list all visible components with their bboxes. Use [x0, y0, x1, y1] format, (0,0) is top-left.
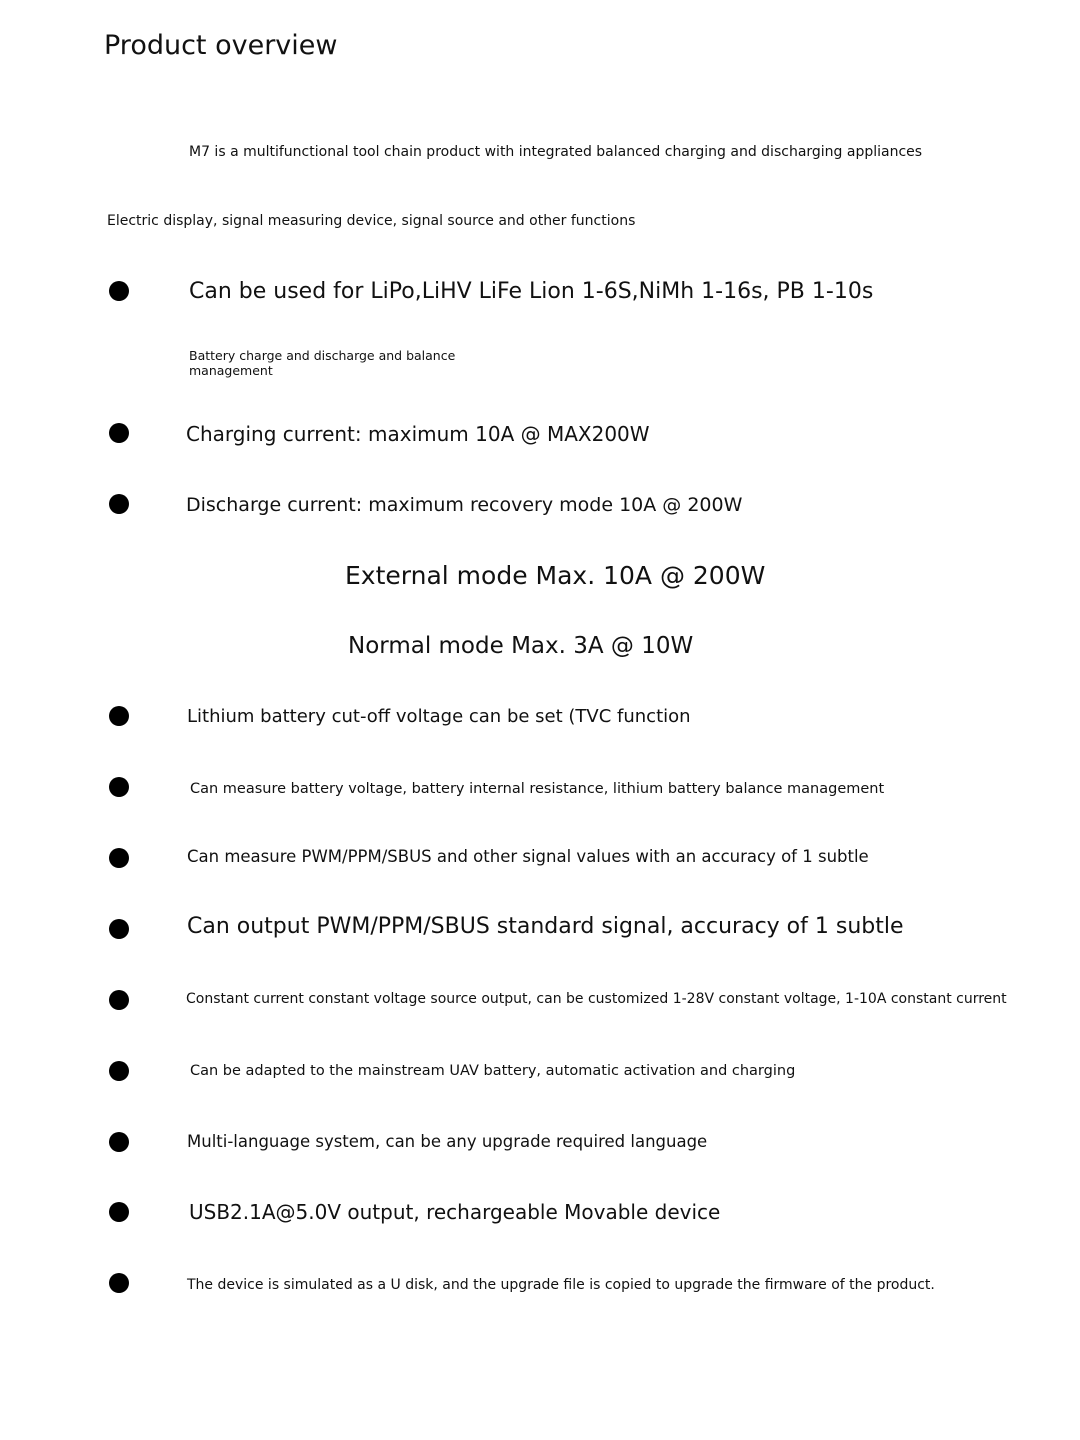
- bullet-icon: [109, 848, 129, 868]
- feature-subtext: Battery charge and discharge and balance management: [189, 348, 456, 378]
- bullet-icon: [109, 1132, 129, 1152]
- bullet-icon: [109, 1273, 129, 1293]
- page-title: Product overview: [104, 30, 338, 61]
- feature-item: Can measure battery voltage, battery internal resistance, lithium battery balance management: [190, 781, 885, 797]
- feature-item: Can output PWM/PPM/SBUS standard signal, accuracy of 1 subtle: [187, 914, 904, 939]
- bullet-icon: [109, 281, 129, 301]
- bullet-icon: [109, 706, 129, 726]
- feature-item: Can measure PWM/PPM/SBUS and other signal values with an accuracy of 1 subtle: [187, 847, 869, 866]
- feature-item: Discharge current: maximum recovery mode 10A @ 200W: [186, 494, 743, 516]
- bullet-icon: [109, 494, 129, 514]
- bullet-icon: [109, 1202, 129, 1222]
- bullet-icon: [109, 990, 129, 1010]
- intro-line-2: Electric display, signal measuring device, signal source and other functions: [107, 213, 636, 229]
- feature-item: Lithium battery cut-off voltage can be set (TVC function: [187, 706, 691, 727]
- bullet-icon: [109, 777, 129, 797]
- feature-item: Multi-language system, can be any upgrade required language: [187, 1132, 708, 1151]
- feature-item: Can be adapted to the mainstream UAV battery, automatic activation and charging: [190, 1063, 796, 1079]
- feature-item: Charging current: maximum 10A @ MAX200W: [186, 422, 650, 446]
- bullet-icon: [109, 423, 129, 443]
- feature-item: Can be used for LiPo,LiHV LiFe Lion 1-6S,NiMh 1-16s, PB 1-10s: [189, 279, 874, 304]
- feature-item: Constant current constant voltage source output, can be customized 1-28V constant voltage, 1-10A constant current: [186, 991, 1007, 1007]
- feature-item: The device is simulated as a U disk, and the upgrade file is copied to upgrade the firmware of the product.: [187, 1277, 935, 1293]
- bullet-icon: [109, 1061, 129, 1081]
- intro-line-1: M7 is a multifunctional tool chain product with integrated balanced charging and discharging appliances: [189, 144, 923, 160]
- mode-line-normal: Normal mode Max. 3A @ 10W: [348, 633, 694, 659]
- mode-line-external: External mode Max. 10A @ 200W: [345, 561, 766, 590]
- feature-item: USB2.1A@5.0V output, rechargeable Movable device: [189, 1200, 721, 1224]
- bullet-icon: [109, 919, 129, 939]
